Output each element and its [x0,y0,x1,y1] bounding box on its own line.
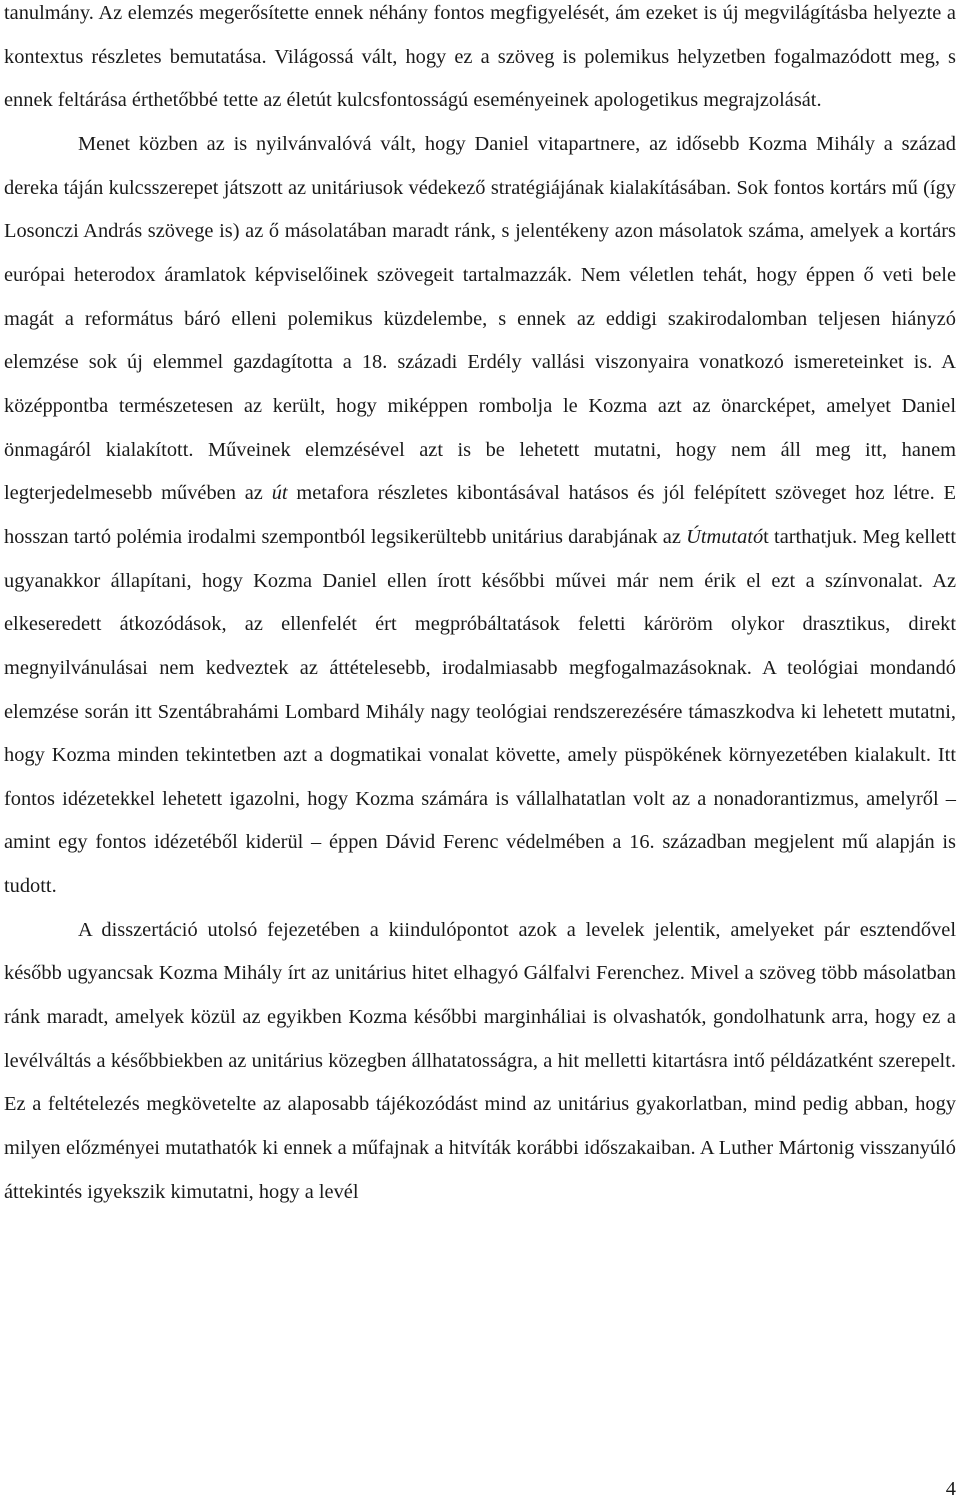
text-run: metafora részletes kibontásával hatásos és jól felépített szöveget hoz létre. E hosszan tartó polémia irodalmi szempontból legsikerültebb unitárius darabjának az [4,482,956,548]
italic-text: út [271,482,288,505]
body-text [4,0,956,1214]
text-run: Menet közben az is nyilvánvalóvá vált, hogy Daniel vitapartnere, az idősebb Kozma Mihály a század dereka táján kulcsszerepet játszott az unitáriusok védekező stratégiájának kialakításában. Sok fontos kortárs mű (így Losonczi András szövege is) az ő másolatában maradt ránk, s jelentékeny azon másolatok száma, amelyek a kortárs európai heterodox áramlatok képviselőinek szövegeit tartalmazzák. Nem véletlen tehát, hogy éppen ő veti bele magát a református báró elleni polemikus küzdelembe, s ennek az eddigi szakirodalomban teljesen hiányzó elemzése sok új elemmel gazdagította a 18. századi Erdély vallási viszonyaira vonatkozó ismereteinket is. A középpontba természetesen az került, hogy miképpen rombolja le Kozma azt az önarcképet, amelyet Daniel önmagáról kialakított. Műveinek elemzésével azt is be lehetett mutatni, hogy nem áll meg itt, hanem legterjedelmesebb művében az [4,132,956,505]
text-run: A disszertáció utolsó fejezetében a kiindulópontot azok a levelek jelentik, amelyeket pár esztendővel később ugyancsak Kozma Mihály írt az unitárius hitet elhagyó Gálfalvi Ferenchez. Mivel a szöveg több másolatban ránk maradt, amelyek közül az egyikben Kozma későbbi marginháliai is olvashatók, gondolhatunk arra, hogy ez a levélváltás a későbbiekben az unitárius közegben állhatatosságra, a hit melletti kitartásra intő példázatként szerepelt. Ez a feltételezés megkövetelte az alaposabb tájékozódást mind az unitárius gyakorlatban, mind pedig abban, hogy milyen előzményei mutathatók ki ennek a műfajnak a hitvíták korábbi időszakaiban. A Luther Mártonig visszanyúló áttekintés igyekszik kimutatni, hogy a levél [4,918,956,1203]
paragraph-3 [4,909,956,1215]
paragraph-1 [4,0,956,123]
text-run: t tarthatjuk. Meg kellett ugyanakkor állapítani, hogy Kozma Daniel ellen írott későbbi művei már nem érik el ezt a színvonalat. Az elkeseredett átkozódások, az ellenfelét ért megpróbáltatások feletti káröröm olykor drasztikus, direkt megnyilvánulásai nem kedveztek az áttételesebb, irodalmiasabb megfogalmazásoknak. A teológiai mondandó elemzése során itt Szentábrahámi Lombard Mihály nagy teológiai rendszerezésére támaszkodva ki lehetett mutatni, hogy Kozma minden tekintetben azt a dogmatikai vonalat követte, amely püspökének környezetében kialakult. Itt fontos idézetekkel lehetett igazolni, hogy Kozma számára is vállalhatatlan volt az a nonadorantizmus, amelyről – amint egy fontos idézetéből kiderül – éppen Dávid Ferenc védelmében a 16. században megjelent mű alapján is tudott. [4,525,957,898]
text-run: tanulmány. Az elemzés megerősítette ennek néhány fontos megfigyelését, ám ezeket is új megvilágításba helyezte a kontextus részletes bemutatása. Világossá vált, hogy ez a szöveg is polemikus helyzetben fogalmazódott meg, s ennek feltárása érthetőbbé tette az életút kulcsfontosságú eseményeinek apologetikus megrajzolását. [4,2,956,112]
italic-text: Útmutató [686,525,764,548]
paragraph-2 [4,123,956,909]
page-number: 4 [945,1478,956,1500]
